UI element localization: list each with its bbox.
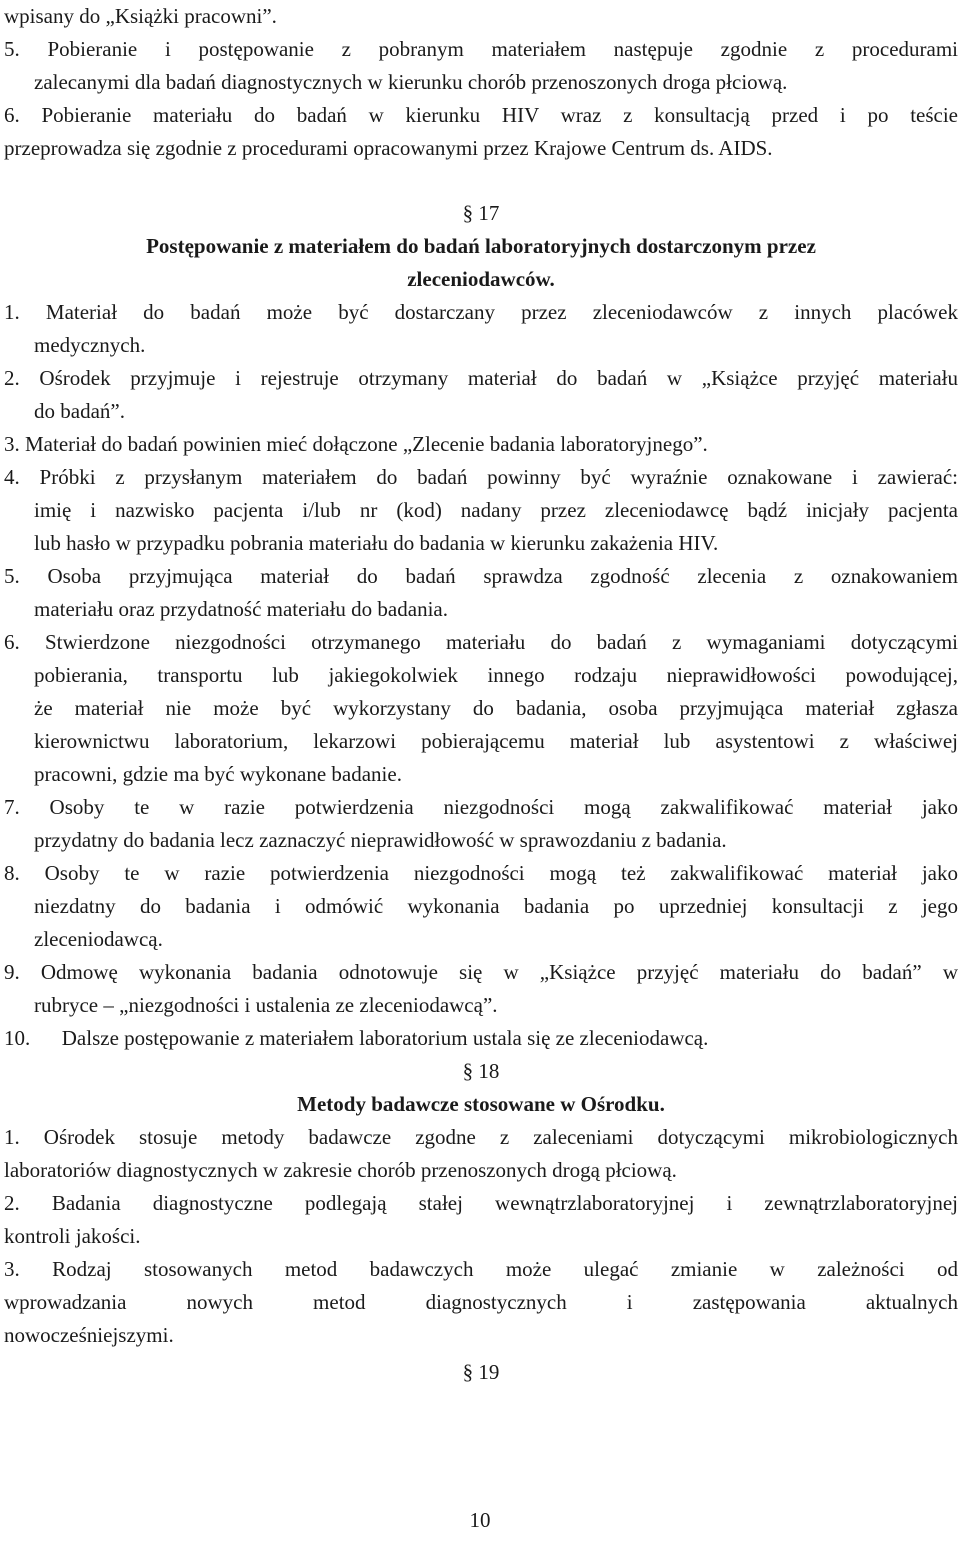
- text-line: 3. Materiał do badań powinien mieć dołączone „Zlecenie badania laboratoryjnego”.: [4, 432, 708, 456]
- text-line: 9. Odmowę wykonania badania odnotowuje się w „Książce przyjęć materiału do badań” w: [4, 960, 958, 984]
- text-line: 5. Osoba przyjmująca materiał do badań sprawdza zgodność zlecenia z oznakowaniem: [4, 564, 958, 588]
- text-line: zleceniodawcą.: [34, 927, 163, 951]
- text-line: laboratoriów diagnostycznych w zakresie chorób przenoszonych drogą płciową.: [4, 1158, 677, 1182]
- text-line: 10. Dalsze postępowanie z materiałem laboratorium ustala się ze zleceniodawcą.: [4, 1026, 709, 1050]
- text-line: 1. Ośrodek stosuje metody badawcze zgodne z zaleceniami dotyczącymi mikrobiologicznych: [4, 1125, 958, 1149]
- page-number: 10: [469, 1508, 491, 1532]
- text-line: materiału oraz przydatność materiału do badania.: [34, 597, 448, 621]
- section-17-title: Postępowanie z materiałem do badań laboratoryjnych dostarczonym przez: [146, 234, 816, 258]
- text-line: 3. Rodzaj stosowanych metod badawczych może ulegać zmianie w zależności od: [4, 1257, 958, 1281]
- text-line: że materiał nie może być wykorzystany do badania, osoba przyjmująca materiał zgłasza: [34, 696, 958, 720]
- text-line: 6. Stwierdzone niezgodności otrzymanego materiału do badań z wymaganiami dotyczącymi: [4, 630, 958, 654]
- text-line: zalecanymi dla badań diagnostycznych w kierunku chorób przenoszonych droga płciową.: [34, 70, 788, 94]
- text-line: rubryce – „niezgodności i ustalenia ze zleceniodawcą”.: [34, 993, 498, 1017]
- document-page: [4, 0, 958, 1389]
- text-line: pracowni, gdzie ma być wykonane badanie.: [34, 762, 402, 786]
- text-line: przydatny do badania lecz zaznaczyć nieprawidłowość w sprawozdaniu z badania.: [34, 828, 727, 852]
- text-line: kierownictwu laboratorium, lekarzowi pobierającemu materiał lub asystentowi z właściwej: [34, 729, 958, 753]
- text-line: 1. Materiał do badań może być dostarczany przez zleceniodawców z innych placówek: [4, 300, 958, 324]
- text-line: 6. Pobieranie materiału do badań w kierunku HIV wraz z konsultacją przed i po teście: [4, 103, 958, 127]
- text-line: lub hasło w przypadku pobrania materiału do badania w kierunku zakażenia HIV.: [34, 531, 719, 555]
- section-19-heading: § 19: [462, 1360, 500, 1384]
- text-line: 7. Osoby te w razie potwierdzenia niezgodności mogą zakwalifikować materiał jako: [4, 795, 958, 819]
- text-line: 2. Ośrodek przyjmuje i rejestruje otrzymany materiał do badań w „Książce przyjęć materiału: [4, 366, 958, 390]
- text-line: przeprowadza się zgodnie z procedurami opracowanymi przez Krajowe Centrum ds. AIDS.: [4, 136, 773, 160]
- text-line: do badań”.: [34, 399, 125, 423]
- section-18-heading: § 18: [462, 1059, 500, 1083]
- text-line: imię i nazwisko pacjenta i/lub nr (kod) nadany przez zleceniodawcę bądź inicjały pacjenta: [34, 498, 958, 522]
- spacer: [4, 165, 958, 197]
- text-line: niezdatny do badania i odmówić wykonania badania po uprzedniej konsultacji z jego: [34, 894, 958, 918]
- text-line: wpisany do „Książki pracowni”.: [4, 4, 277, 28]
- text-line: 5. Pobieranie i postępowanie z pobranym materiałem następuje zgodnie z procedurami: [4, 37, 958, 61]
- section-17-heading: § 17: [462, 201, 500, 225]
- text-line: medycznych.: [34, 333, 146, 357]
- text-line: kontroli jakości.: [4, 1224, 141, 1248]
- text-line: nowocześniejszymi.: [4, 1323, 174, 1347]
- text-line: wprowadzania nowych metod diagnostycznych i zastępowania aktualnych: [4, 1290, 958, 1314]
- text-line: pobierania, transportu lub jakiegokolwiek innego rodzaju nieprawidłowości powodującej,: [34, 663, 958, 687]
- text-line: 4. Próbki z przysłanym materiałem do badań powinny być wyraźnie oznakowane i zawierać:: [4, 465, 958, 489]
- section-18-title: Metody badawcze stosowane w Ośrodku.: [297, 1092, 665, 1116]
- section-17-title: zleceniodawców.: [407, 267, 555, 291]
- text-line: 8. Osoby te w razie potwierdzenia niezgodności mogą też zakwalifikować materiał jako: [4, 861, 958, 885]
- text-line: 2. Badania diagnostyczne podlegają stałej wewnątrzlaboratoryjnej i zewnątrzlaboratoryjnej: [4, 1191, 958, 1215]
